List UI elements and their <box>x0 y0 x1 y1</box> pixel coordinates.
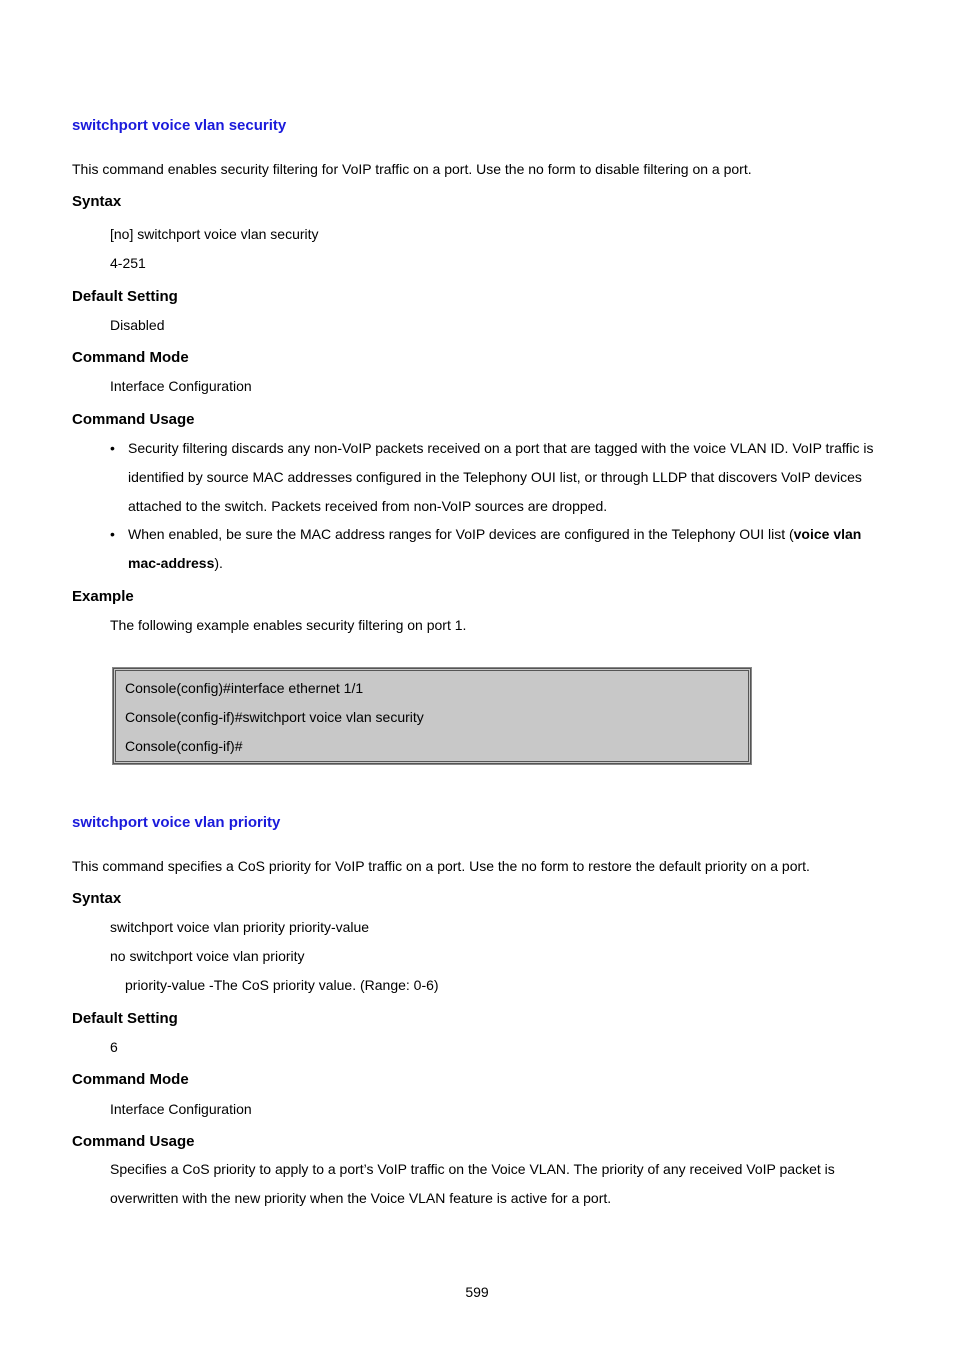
usage-bullet-text-post: ). <box>214 555 223 571</box>
console-example-box <box>113 668 751 764</box>
usage-bullet-text <box>128 520 885 578</box>
syntax-reference: 4-251 <box>110 255 146 271</box>
bullet-icon: • <box>110 440 115 456</box>
command-mode-heading: Command Mode <box>72 349 189 366</box>
console-line: Console(config)#interface ethernet 1/1 <box>125 680 364 696</box>
usage-bullet-item <box>110 434 885 521</box>
section-title-voice-vlan-security: switchport voice vlan security <box>72 117 287 134</box>
bullet-icon: • <box>110 526 115 542</box>
command-reference: voice vlan mac-address <box>128 526 862 571</box>
syntax-heading: Syntax <box>72 890 122 907</box>
console-line: Console(config-if)# <box>125 738 243 754</box>
syntax-line-no-form: no switchport voice vlan priority <box>110 948 305 964</box>
usage-bullet-text-pre: When enabled, be sure the MAC address ranges for VoIP devices are configured in the Telephony OUI list ( <box>128 526 794 542</box>
syntax-line: switchport voice vlan priority priority-value <box>110 919 370 935</box>
default-setting-value: Disabled <box>110 317 165 333</box>
section-description: This command enables security filtering for VoIP traffic on a port. Use the no form to disable filtering on a port. <box>72 161 752 177</box>
section-title-voice-vlan-priority: switchport voice vlan priority <box>72 814 281 831</box>
default-setting-heading: Default Setting <box>72 1010 178 1027</box>
command-usage-heading: Command Usage <box>72 411 195 428</box>
usage-bullet-item <box>110 520 885 578</box>
usage-bullet-text: Security filtering discards any non-VoIP packets received on a port that are tagged with the voice VLAN ID. VoIP traffic is identified by source MAC addresses configured in the Telephony OUI list, or through LLDP that discovers VoIP devices attached to the switch. Packets received from non-VoIP sources are dropped. <box>128 440 874 514</box>
command-mode-value: Interface Configuration <box>110 1101 252 1117</box>
section-description: This command specifies a CoS priority for VoIP traffic on a port. Use the no form to restore the default priority on a port. <box>72 858 810 874</box>
command-mode-value: Interface Configuration <box>110 378 252 394</box>
syntax-heading: Syntax <box>72 193 122 210</box>
syntax-line: [no] switchport voice vlan security <box>110 226 319 242</box>
default-setting-value: 6 <box>110 1039 118 1055</box>
page-number: 599 <box>465 1284 489 1300</box>
syntax-parameter: priority-value -The CoS priority value. (Range: 0-6) <box>125 977 439 993</box>
example-heading: Example <box>72 588 134 605</box>
default-setting-heading: Default Setting <box>72 288 178 305</box>
command-usage-heading: Command Usage <box>72 1133 195 1150</box>
command-mode-heading: Command Mode <box>72 1071 189 1088</box>
console-line: Console(config-if)#switchport voice vlan security <box>125 709 424 725</box>
command-usage-text: Specifies a CoS priority to apply to a port’s VoIP traffic on the Voice VLAN. The priority of any received VoIP packet is overwritten with the new priority when the Voice VLAN feature is active for a port. <box>110 1161 835 1206</box>
example-text: The following example enables security filtering on port 1. <box>110 617 467 633</box>
